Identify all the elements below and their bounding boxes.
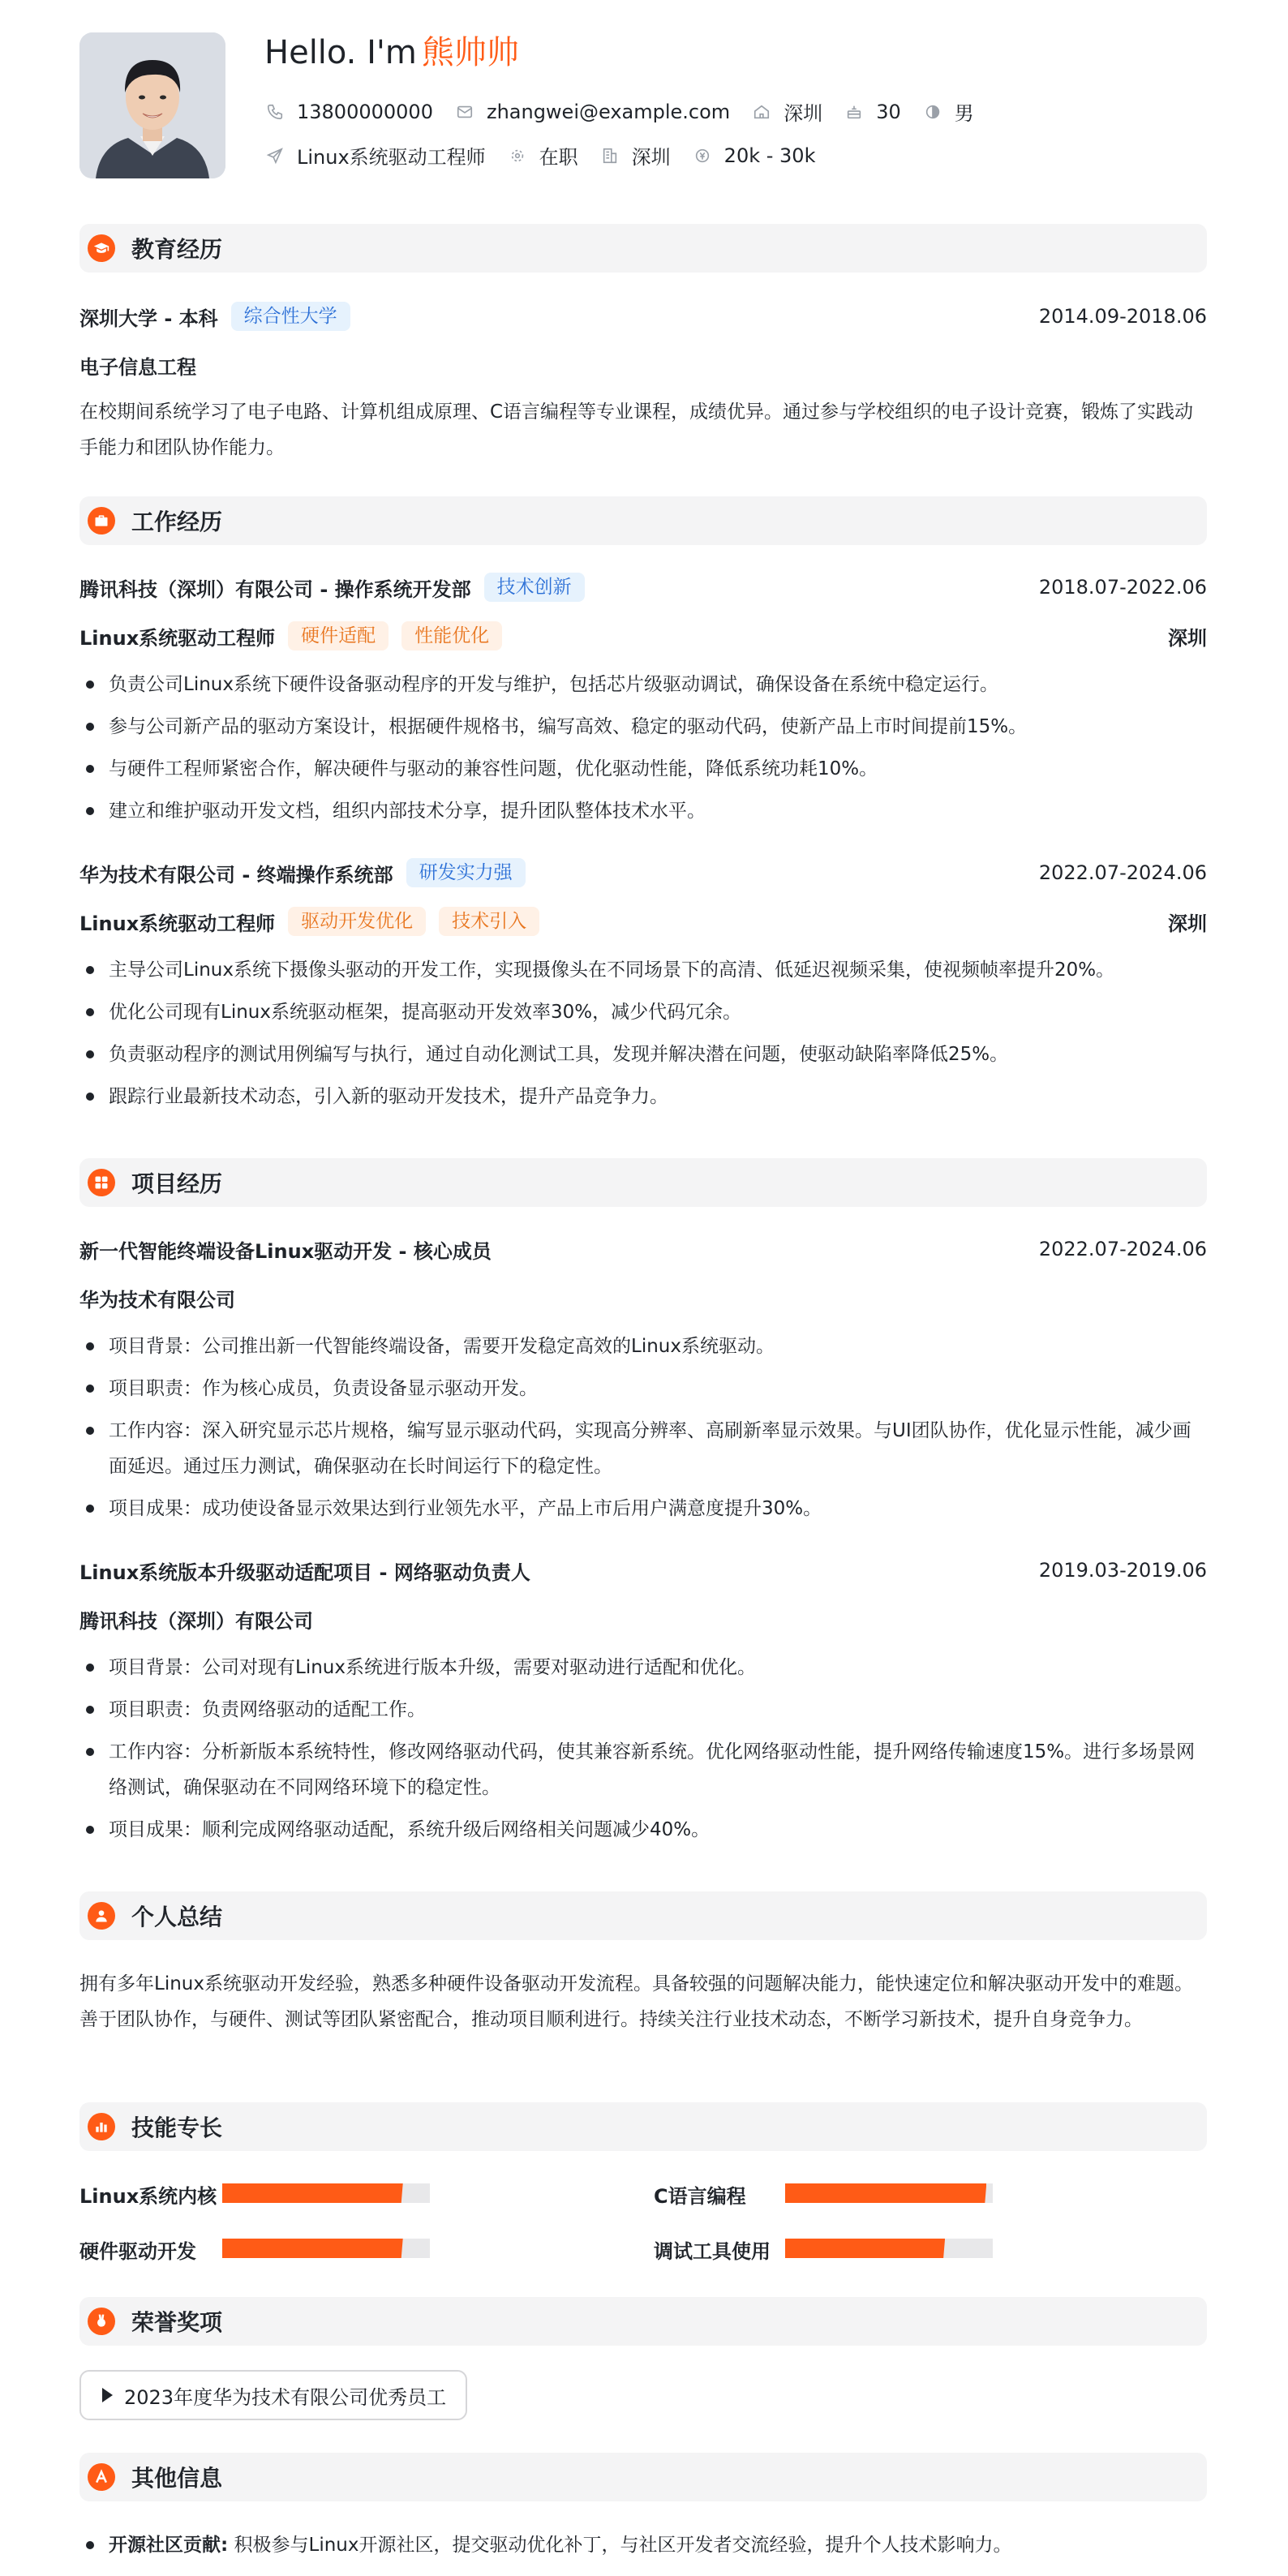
email-item bbox=[456, 101, 730, 123]
list-item: 参与公司新产品的驱动方案设计，根据硬件规格书，编写高效、稳定的驱动代码，使新产品上市时间提前15%。 bbox=[79, 709, 1207, 745]
list-item: 建立和维护驱动开发文档，组织内部技术分享，提升团队整体技术水平。 bbox=[79, 793, 1207, 829]
send-icon bbox=[266, 147, 284, 165]
award-text: 2023年度华为技术有限公司优秀员工 bbox=[124, 2385, 447, 2409]
target-city-value: 深圳 bbox=[631, 146, 671, 169]
other-text: 积极参与Linux开源社区，提交驱动优化补丁，与社区开发者交流经验，提升个人技术影响力。 bbox=[234, 2535, 1012, 2556]
award-item bbox=[79, 2370, 467, 2420]
phone-item bbox=[266, 101, 433, 123]
contact-row bbox=[266, 97, 997, 126]
section-title: 个人总结 bbox=[131, 1904, 223, 1930]
skill-bar bbox=[785, 2239, 993, 2258]
target-city-item bbox=[601, 141, 671, 170]
work-role-row bbox=[79, 905, 1207, 938]
phone-value: 13800000000 bbox=[297, 100, 433, 123]
skill-label: 硬件驱动开发 bbox=[79, 2240, 196, 2263]
other-label: 开源社区贡献: bbox=[109, 2535, 229, 2556]
salary-item bbox=[693, 144, 816, 167]
work-location: 深圳 bbox=[1168, 912, 1207, 935]
section-title: 教育经历 bbox=[131, 236, 223, 263]
skill-bar bbox=[785, 2183, 993, 2203]
list-item: 项目成果：成功使设备显示效果达到行业领先水平，产品上市后用户满意度提升30%。 bbox=[79, 1491, 1207, 1526]
list-item: 负责公司Linux系统下硬件设备驱动程序的开发与维护，包括芯片级驱动调试，确保设备在系统中稳定运行。 bbox=[79, 667, 1207, 702]
role-name: Linux系统驱动工程师 bbox=[79, 626, 276, 650]
list-item: 优化公司现有Linux系统驱动框架，提高驱动开发效率30%，减少代码冗余。 bbox=[79, 994, 1207, 1030]
role-tag: 硬件适配 bbox=[288, 621, 389, 650]
cake-icon bbox=[845, 103, 863, 121]
role-name: Linux系统驱动工程师 bbox=[79, 912, 276, 935]
city-value: 深圳 bbox=[784, 102, 823, 125]
role-tag: 技术引入 bbox=[439, 907, 539, 936]
education-description: 在校期间系统学习了电子电路、计算机组成原理、C语言编程等专业课程，成绩优异。通过参与学校组织的电子设计竞赛，锻炼了实践动手能力和团队协作能力。 bbox=[79, 401, 1194, 458]
major-row bbox=[79, 349, 1207, 381]
education-date: 2014.09-2018.06 bbox=[1038, 305, 1207, 328]
work-date: 2022.07-2024.06 bbox=[1038, 861, 1207, 884]
list-item: 项目背景：公司对现有Linux系统进行版本升级，需要对驱动进行适配和优化。 bbox=[79, 1650, 1207, 1685]
skill-bar bbox=[222, 2239, 430, 2258]
list-item: 负责驱动程序的测试用例编写与执行，通过自动化测试工具，发现并解决潜在问题，使驱动缺陷率降低25%。 bbox=[79, 1037, 1207, 1072]
education-header bbox=[79, 300, 1207, 333]
age-item bbox=[845, 101, 901, 123]
gender-value: 男 bbox=[954, 102, 974, 125]
section-title: 项目经历 bbox=[131, 1170, 223, 1197]
role-tag: 性能优化 bbox=[401, 621, 502, 650]
job-title-value: Linux系统驱动工程师 bbox=[297, 146, 486, 169]
summary-text: 拥有多年Linux系统驱动开发经验，熟悉多种硬件设备驱动开发流程。具备较强的问题解决能力，能快速定位和解决驱动开发中的难题。善于团队协作，与硬件、测试等团队紧密配合，推动项目顺利进行。持续关注行业技术动态，不断学习新技术，提升自身竞争力。 bbox=[79, 1973, 1193, 2030]
skill-bar-fill bbox=[785, 2239, 945, 2258]
list-item: 工作内容：深入研究显示芯片规格，编写显示驱动代码，实现高分辨率、高刷新率显示效果。与UI团队协作，优化显示性能，减少画面延迟。通过压力测试，确保驱动在长时间运行下的稳定性。 bbox=[79, 1413, 1207, 1484]
section-summary bbox=[79, 1891, 1207, 1940]
resume-header bbox=[79, 32, 1209, 187]
salary-icon bbox=[693, 147, 711, 165]
company-tag: 研发实力强 bbox=[406, 858, 526, 887]
company-tag: 技术创新 bbox=[484, 573, 585, 602]
project-title: Linux系统版本升级驱动适配项目 - 网络驱动负责人 bbox=[79, 1561, 530, 1584]
project-company-row bbox=[79, 1603, 1207, 1635]
greeting-text: Hello. I'm bbox=[264, 34, 417, 71]
company-name: 腾讯科技（深圳）有限公司 - 操作系统开发部 bbox=[79, 577, 471, 601]
project-date: 2022.07-2024.06 bbox=[1038, 1238, 1207, 1260]
mail-icon bbox=[456, 103, 474, 121]
work-date: 2018.07-2022.06 bbox=[1038, 576, 1207, 599]
list-item bbox=[79, 2527, 1207, 2563]
skill-label: C语言编程 bbox=[654, 2185, 746, 2208]
work-header bbox=[79, 571, 1207, 603]
list-item: 项目职责：负责网络驱动的适配工作。 bbox=[79, 1692, 1207, 1728]
section-education bbox=[79, 224, 1207, 273]
school-name: 深圳大学 - 本科 bbox=[79, 307, 218, 330]
list-item: 项目职责：作为核心成员，负责设备显示驱动开发。 bbox=[79, 1371, 1207, 1406]
status-value: 在职 bbox=[539, 146, 578, 169]
major-name: 电子信息工程 bbox=[79, 355, 196, 379]
project-company: 华为技术有限公司 bbox=[79, 1288, 235, 1312]
list-item: 主导公司Linux系统下摄像头驱动的开发工作，实现摄像头在不同场景下的高清、低延迟视频采集，使视频帧率提升20%。 bbox=[79, 952, 1207, 988]
role-tag: 驱动开发优化 bbox=[288, 907, 426, 936]
job-row bbox=[266, 141, 838, 170]
status-icon bbox=[509, 147, 526, 165]
school-tag: 综合性大学 bbox=[231, 302, 350, 331]
section-work bbox=[79, 496, 1207, 545]
work-location: 深圳 bbox=[1168, 626, 1207, 650]
letter-a-icon bbox=[88, 2463, 115, 2491]
home-icon bbox=[753, 103, 771, 121]
skill-bar-fill bbox=[222, 2183, 403, 2203]
section-title: 技能专长 bbox=[131, 2114, 223, 2141]
city-item bbox=[753, 97, 822, 126]
gender-icon bbox=[924, 103, 942, 121]
section-title: 荣誉奖项 bbox=[131, 2309, 223, 2336]
company-name: 华为技术有限公司 - 终端操作系统部 bbox=[79, 863, 393, 887]
play-icon bbox=[102, 2388, 113, 2402]
project-date: 2019.03-2019.06 bbox=[1038, 1559, 1207, 1582]
age-value: 30 bbox=[876, 100, 901, 123]
project-header bbox=[79, 1554, 1207, 1586]
salary-value: 20k - 30k bbox=[723, 144, 816, 167]
bar-chart-icon bbox=[88, 2113, 115, 2140]
project-header bbox=[79, 1233, 1207, 1265]
project-company: 腾讯科技（深圳）有限公司 bbox=[79, 1609, 313, 1633]
medal-icon bbox=[88, 2308, 115, 2335]
list-item: 项目成果：顺利完成网络驱动适配，系统升级后网络相关问题减少40%。 bbox=[79, 1812, 1207, 1848]
project-company-row bbox=[79, 1282, 1207, 1314]
section-title: 其他信息 bbox=[131, 2465, 223, 2492]
briefcase-icon bbox=[88, 507, 115, 535]
work-header bbox=[79, 857, 1207, 889]
list-item: 与硬件工程师紧密合作，解决硬件与驱动的兼容性问题，优化驱动性能，降低系统功耗10%。 bbox=[79, 751, 1207, 787]
skill-bar-fill bbox=[785, 2183, 986, 2203]
graduation-cap-icon bbox=[88, 234, 115, 262]
section-projects bbox=[79, 1158, 1207, 1207]
work-role-row bbox=[79, 620, 1207, 652]
skill-label: Linux系统内核 bbox=[79, 2185, 217, 2208]
skill-bar bbox=[222, 2183, 430, 2203]
skill-label: 调试工具使用 bbox=[654, 2240, 771, 2263]
list-item: 工作内容：分析新版本系统特性，修改网络驱动代码，使其兼容新系统。优化网络驱动性能，提升网络传输速度15%。进行多场景网络测试，确保驱动在不同网络环境下的稳定性。 bbox=[79, 1734, 1207, 1805]
user-icon bbox=[88, 1902, 115, 1930]
list-item: 项目背景：公司推出新一代智能终端设备，需要开发稳定高效的Linux系统驱动。 bbox=[79, 1329, 1207, 1364]
building-icon bbox=[601, 147, 619, 165]
section-other bbox=[79, 2453, 1207, 2501]
status-item bbox=[509, 141, 578, 170]
project-title: 新一代智能终端设备Linux驱动开发 - 核心成员 bbox=[79, 1239, 492, 1263]
section-title: 工作经历 bbox=[131, 509, 223, 535]
phone-icon bbox=[266, 103, 284, 121]
greeting-title bbox=[264, 32, 519, 73]
skill-bar-fill bbox=[222, 2239, 403, 2258]
email-value: zhangwei@example.com bbox=[486, 100, 731, 123]
section-skills bbox=[79, 2102, 1207, 2151]
job-title-item bbox=[266, 141, 486, 170]
section-awards bbox=[79, 2297, 1207, 2346]
list-item: 跟踪行业最新技术动态，引入新的驱动开发技术，提升产品竞争力。 bbox=[79, 1079, 1207, 1114]
gender-item bbox=[924, 97, 974, 126]
candidate-name: 熊帅帅 bbox=[421, 34, 519, 71]
avatar bbox=[79, 32, 225, 178]
grid-icon bbox=[88, 1169, 115, 1196]
